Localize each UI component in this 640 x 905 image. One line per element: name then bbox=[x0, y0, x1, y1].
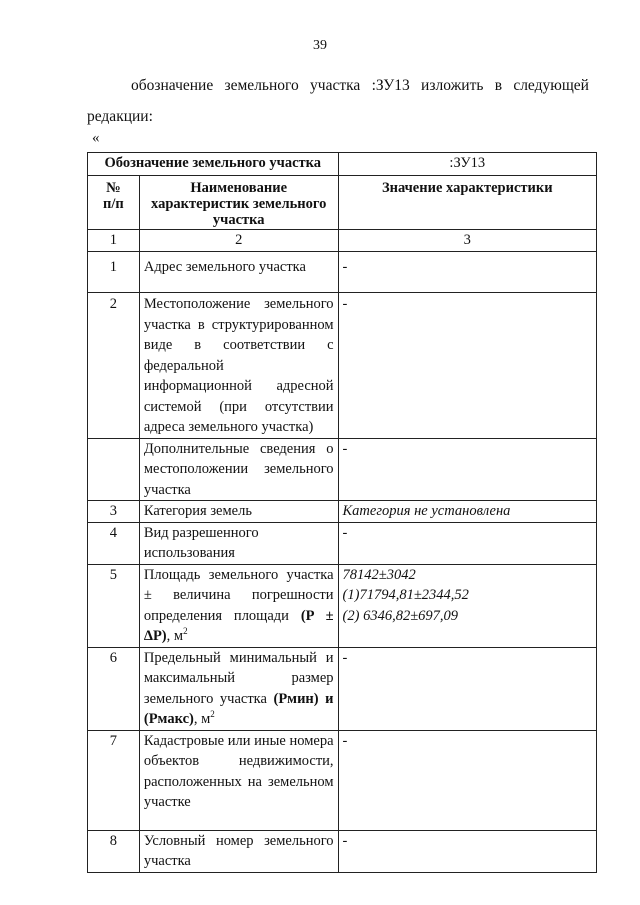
index-cell: 1 bbox=[88, 230, 140, 252]
table-row bbox=[88, 647, 597, 730]
row-number: 3 bbox=[88, 501, 140, 523]
row-number: 6 bbox=[88, 647, 140, 730]
unit-exponent: 2 bbox=[210, 709, 215, 720]
index-cell: 3 bbox=[338, 230, 596, 252]
unit-text: , м bbox=[193, 711, 211, 727]
row-value: - bbox=[338, 293, 596, 439]
unit-exponent: 2 bbox=[183, 626, 188, 637]
row-value: Категория не установлена bbox=[338, 501, 596, 523]
header-designation-value: :ЗУ13 bbox=[338, 153, 596, 176]
row-number: 1 bbox=[88, 252, 140, 293]
row-name: Адрес земельного участка bbox=[139, 252, 338, 293]
column-header-name-line: участка bbox=[212, 212, 265, 228]
column-header-number bbox=[88, 176, 140, 230]
row-number: 5 bbox=[88, 564, 140, 647]
table-row bbox=[88, 830, 597, 872]
table-header-row bbox=[88, 153, 597, 176]
area-formula: (P ± ΔP) bbox=[143, 607, 334, 644]
open-quote: « bbox=[92, 130, 100, 146]
table-index-row bbox=[88, 230, 597, 252]
characteristics-table bbox=[87, 152, 597, 873]
row-number bbox=[88, 438, 140, 501]
table-row bbox=[88, 564, 597, 647]
column-header-value: Значение характеристики bbox=[338, 176, 596, 230]
row-value: - bbox=[338, 438, 596, 501]
area-value: (1)71794,81±2344,52 bbox=[342, 587, 469, 603]
column-header-name bbox=[139, 176, 338, 230]
row-name: Вид разрешенного использования bbox=[139, 522, 338, 564]
column-header-name-line: характеристик земельного bbox=[151, 196, 327, 212]
intro-paragraph bbox=[87, 70, 589, 132]
row-name bbox=[139, 564, 338, 647]
table-row bbox=[88, 501, 597, 523]
min-size-formula: (Рмин) и bbox=[273, 690, 334, 707]
table-row bbox=[88, 293, 597, 439]
row-name-text: Площадь земельного участка ± величина погрешности определения площади bbox=[143, 566, 334, 624]
row-name: Категория земель bbox=[139, 501, 338, 523]
table-row bbox=[88, 438, 597, 501]
row-name: Кадастровые или иные номера объектов недвижимости, расположенных на земельном участке bbox=[139, 730, 338, 830]
row-number: 8 bbox=[88, 830, 140, 872]
intro-line-2: редакции: bbox=[87, 108, 153, 125]
row-name: Условный номер земельного участка bbox=[139, 830, 338, 872]
column-header-name-line: Наименование bbox=[190, 180, 288, 196]
table-column-header-row bbox=[88, 176, 597, 230]
intro-word: :ЗУ13 bbox=[371, 77, 410, 94]
index-cell: 2 bbox=[139, 230, 338, 252]
row-value bbox=[338, 564, 596, 647]
unit-text: , м bbox=[166, 628, 184, 644]
column-header-number-line: № bbox=[106, 180, 121, 196]
row-value: - bbox=[338, 522, 596, 564]
table-row bbox=[88, 522, 597, 564]
intro-word: изложить bbox=[421, 77, 484, 94]
row-number: 2 bbox=[88, 293, 140, 439]
header-designation-label: Обозначение земельного участка bbox=[88, 153, 339, 176]
row-value: - bbox=[338, 647, 596, 730]
row-value: - bbox=[338, 252, 596, 293]
row-value: - bbox=[338, 830, 596, 872]
row-name: Дополнительные сведения о местоположении земельного участка bbox=[139, 438, 338, 501]
row-name bbox=[139, 647, 338, 730]
intro-word: следующей bbox=[513, 77, 589, 94]
row-number: 7 bbox=[88, 730, 140, 830]
table-row bbox=[88, 730, 597, 830]
area-value: 78142±3042 bbox=[342, 566, 416, 583]
page-number: 39 bbox=[313, 38, 327, 53]
row-name-text: Предельный минимальный и максимальный размер земельного участка bbox=[143, 649, 334, 707]
table-row bbox=[88, 252, 597, 293]
row-value: - bbox=[338, 730, 596, 830]
intro-word: обозначение bbox=[131, 77, 214, 94]
max-size-formula: (Рмакс) bbox=[143, 711, 194, 727]
row-name: Местоположение земельного участка в структурированном виде в соответствии с федеральной информационной адресной системой (при отсутствии адреса земельного участка) bbox=[139, 293, 338, 439]
area-value: (2) 6346,82±697,09 bbox=[342, 607, 459, 624]
intro-word: участка bbox=[310, 77, 361, 94]
intro-word: в bbox=[494, 77, 503, 94]
column-header-number-line: п/п bbox=[103, 196, 124, 212]
row-number: 4 bbox=[88, 522, 140, 564]
intro-line-1 bbox=[87, 70, 589, 101]
intro-word: земельного bbox=[224, 77, 299, 94]
